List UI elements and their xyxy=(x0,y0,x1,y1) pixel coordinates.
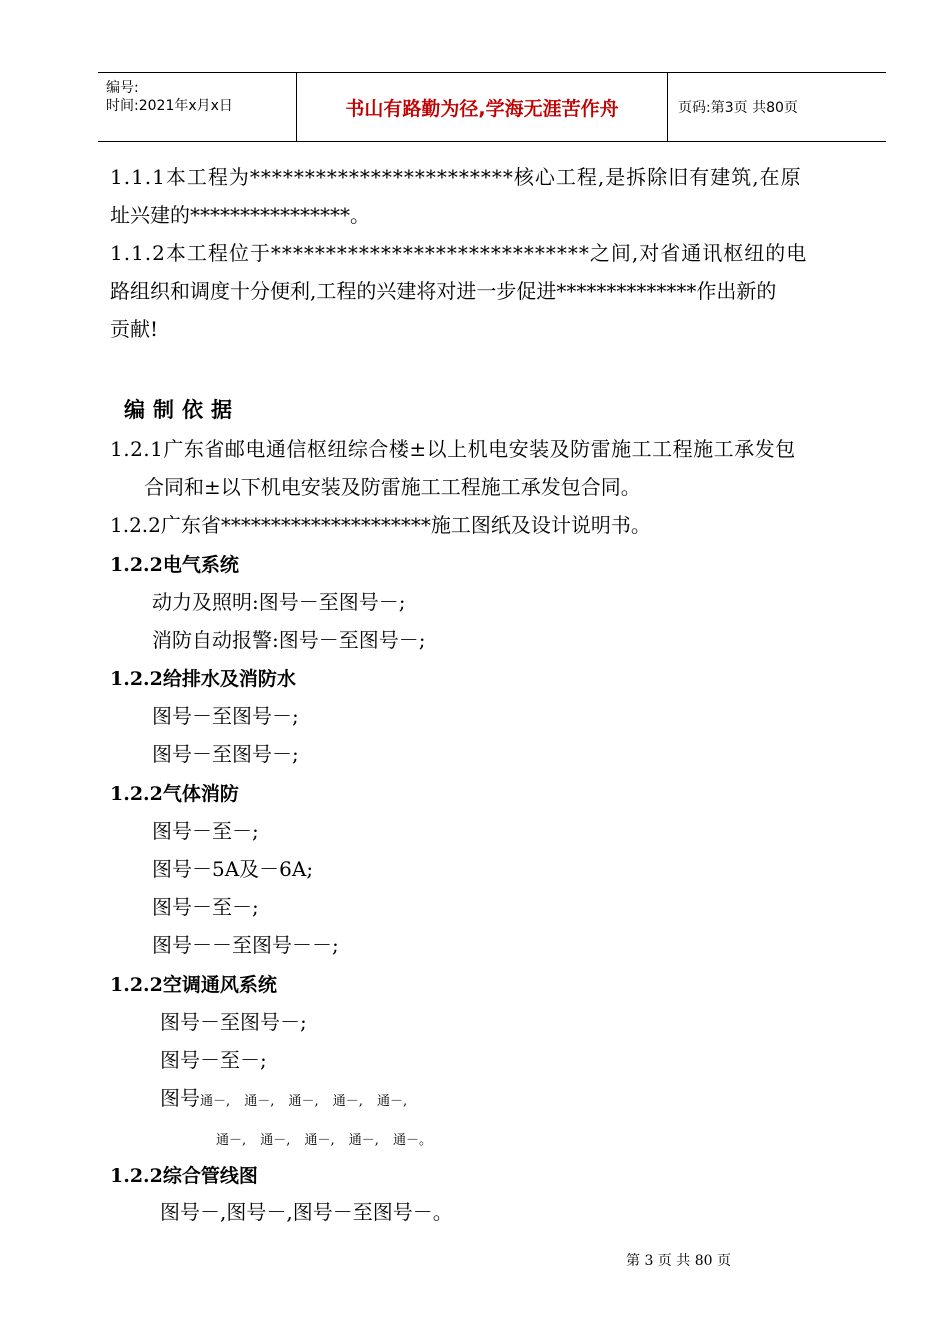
water-item-1: 图号－至图号－; xyxy=(152,704,299,728)
paragraph-2-line-1: 1.1.2本工程位于*****************************之间,对省通讯枢纽的电 xyxy=(110,241,808,265)
basis-2: 1.2.2广东省*********************施工图纸及设计说明书。 xyxy=(110,513,651,537)
hvac-item-3 xyxy=(160,1085,407,1115)
paragraph-2-line-3: 贡献! xyxy=(110,317,159,341)
basis-1-line-1: 1.2.1广东省邮电通信枢纽综合楼±以上机电安装及防雷施工工程施工承发包 xyxy=(110,437,796,461)
electrical-item-1: 动力及照明:图号－至图号－; xyxy=(152,590,406,614)
hvac-item-3-tail: 通－, 通－, 通－, 通－, 通－, xyxy=(200,1094,408,1109)
pipeline-item: 图号－,图号－,图号－至图号－。 xyxy=(160,1200,453,1224)
hvac-title: 1.2.2空调通风系统 xyxy=(110,974,277,996)
paragraph-2-line-2: 路组织和调度十分便利,工程的兴建将对进一步促进**************作出新的 xyxy=(110,279,777,303)
gas-item-4: 图号－－至图号－－; xyxy=(152,933,339,957)
motto: 书山有路勤为径,学海无涯苦作舟 xyxy=(345,97,619,120)
hvac-item-2: 图号－至－; xyxy=(160,1048,267,1072)
gas-item-1: 图号－至－; xyxy=(152,819,259,843)
hvac-item-1: 图号－至图号－; xyxy=(160,1010,307,1034)
gas-title: 1.2.2气体消防 xyxy=(110,783,239,805)
hvac-item-4: 通－, 通－, 通－, 通－, 通－。 xyxy=(216,1133,433,1148)
page-code: 页码:第3页 共80页 xyxy=(678,100,798,116)
section-title: 编制依据 xyxy=(124,397,240,422)
gas-item-3: 图号－至－; xyxy=(152,895,259,919)
header-meta xyxy=(98,73,296,141)
header-page-cell xyxy=(668,73,886,141)
water-item-2: 图号－至图号－; xyxy=(152,742,299,766)
basis-1-line-2: 合同和±以下机电安装及防雷施工工程施工承发包合同。 xyxy=(144,475,641,499)
paragraph-1-line-1: 1.1.1本工程为************************核心工程,是拆除旧有建筑,在原 xyxy=(110,165,802,189)
page-header xyxy=(98,72,886,142)
water-title: 1.2.2给排水及消防水 xyxy=(110,668,296,690)
electrical-title: 1.2.2电气系统 xyxy=(110,554,239,576)
page-footer: 第 3 页 共 80 页 xyxy=(626,1253,731,1269)
pipeline-title: 1.2.2综合管线图 xyxy=(110,1165,258,1187)
hvac-item-3-prefix: 图号 xyxy=(160,1086,200,1110)
paragraph-1-line-2: 址兴建的****************。 xyxy=(110,203,370,227)
code-label: 编号: xyxy=(106,80,139,96)
electrical-item-2: 消防自动报警:图号－至图号－; xyxy=(152,628,426,652)
gas-item-2: 图号－5A及－6A; xyxy=(152,857,314,881)
time-label: 时间:2021年x月x日 xyxy=(106,98,233,114)
header-motto-cell xyxy=(296,73,668,141)
